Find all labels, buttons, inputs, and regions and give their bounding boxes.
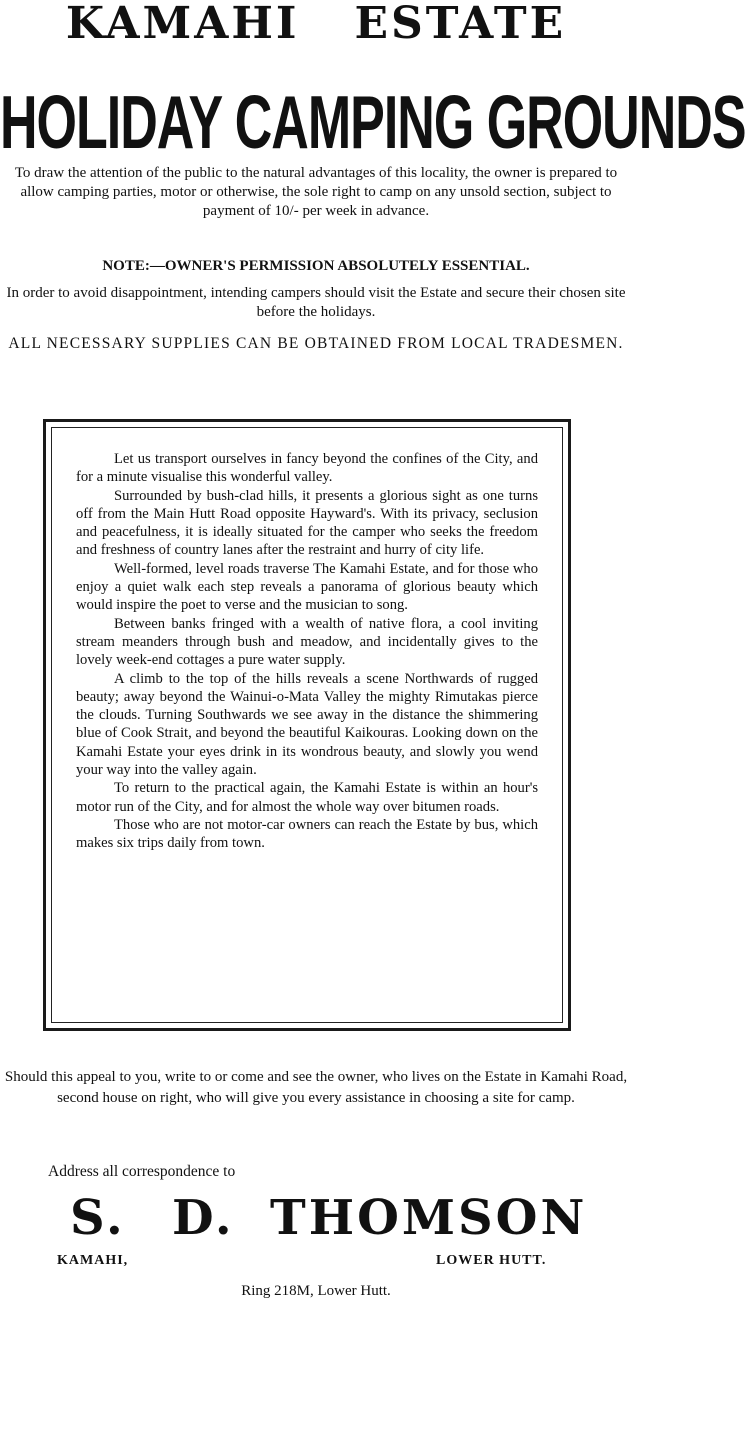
intro-paragraph: To draw the attention of the public to the natural advantages of this locality, the owner is prepared to allow camping parties, motor or otherwise, the sole right to camp on any unsold section, subject to payment of 10/- per week in advance.	[14, 165, 618, 219]
appeal-paragraph: Should this appeal to you, write to or come and see the owner, who lives on the Estate in Kamahi Road, second house on right, who will give you every assistance in choosing a site for camp.	[4, 1069, 628, 1106]
box-paragraph: Surrounded by bush-clad hills, it presents a glorious sight as one turns off from the Main Hutt Road opposite Hayward's. With its privacy, seclusion and peacefulness, it is ideally situated for the camper who seeks the freedom and freshness of country lanes after the restraint and hurry of city life.	[76, 487, 538, 559]
address-label: Address all correspondence to	[48, 1163, 236, 1180]
owner-surname: THOMSON	[270, 1190, 588, 1246]
place-kamahi: KAMAHI,	[57, 1253, 129, 1268]
box-paragraph: To return to the practical again, the Kamahi Estate is within an hour's motor run of the City, and for almost the whole way over bitumen roads.	[76, 780, 538, 815]
box-paragraph: Let us transport ourselves in fancy beyond the confines of the City, and for a minute visualise this wonderful valley.	[76, 451, 538, 486]
box-paragraph: A climb to the top of the hills reveals a scene Northwards of rugged beauty; away beyond the Wainui-o-Mata Valley the mighty Rimutakas pierce the clouds. Turning Southwards we see away in the distance the shimmering blue of Cook Strait, and beyond the beautiful Kaikouras. Looking down on the Kamahi Estate your eyes drink in its wondrous beauty, and slowly you wend your way into the valley again.	[76, 670, 538, 779]
box-paragraph: Between banks fringed with a wealth of native flora, a cool inviting stream meanders through bush and meadow, and incidentally gives to the lovely week-end cottages a pure water supply.	[76, 615, 538, 669]
estate-title: KAMAHI ESTATE	[65, 0, 567, 49]
description-box	[43, 419, 571, 1031]
owner-initial-d: D.	[172, 1190, 235, 1246]
camping-grounds-title: HOLIDAY CAMPING GROUNDS	[0, 81, 746, 166]
disappointment-paragraph: In order to avoid disappointment, intending campers should visit the Estate and secure their chosen site before the holidays.	[6, 285, 626, 320]
box-paragraph: Those who are not motor-car owners can reach the Estate by bus, which makes six trips daily from town.	[76, 816, 538, 852]
permission-note: NOTE:—OWNER'S PERMISSION ABSOLUTELY ESSENTIAL.	[102, 258, 530, 274]
phone-ring: Ring 218M, Lower Hutt.	[241, 1283, 391, 1299]
description-text	[76, 450, 538, 853]
owner-initial-s: S.	[70, 1190, 126, 1246]
owner-name	[0, 1190, 632, 1443]
place-lower-hutt: LOWER HUTT.	[436, 1253, 547, 1268]
supplies-notice: ALL NECESSARY SUPPLIES CAN BE OBTAINED FROM LOCAL TRADESMEN.	[8, 335, 624, 352]
box-paragraph: Well-formed, level roads traverse The Kamahi Estate, and for those who enjoy a quiet walk each step reveals a panorama of glorious beauty which would inspire the poet to verse and the musician to song.	[76, 560, 538, 614]
